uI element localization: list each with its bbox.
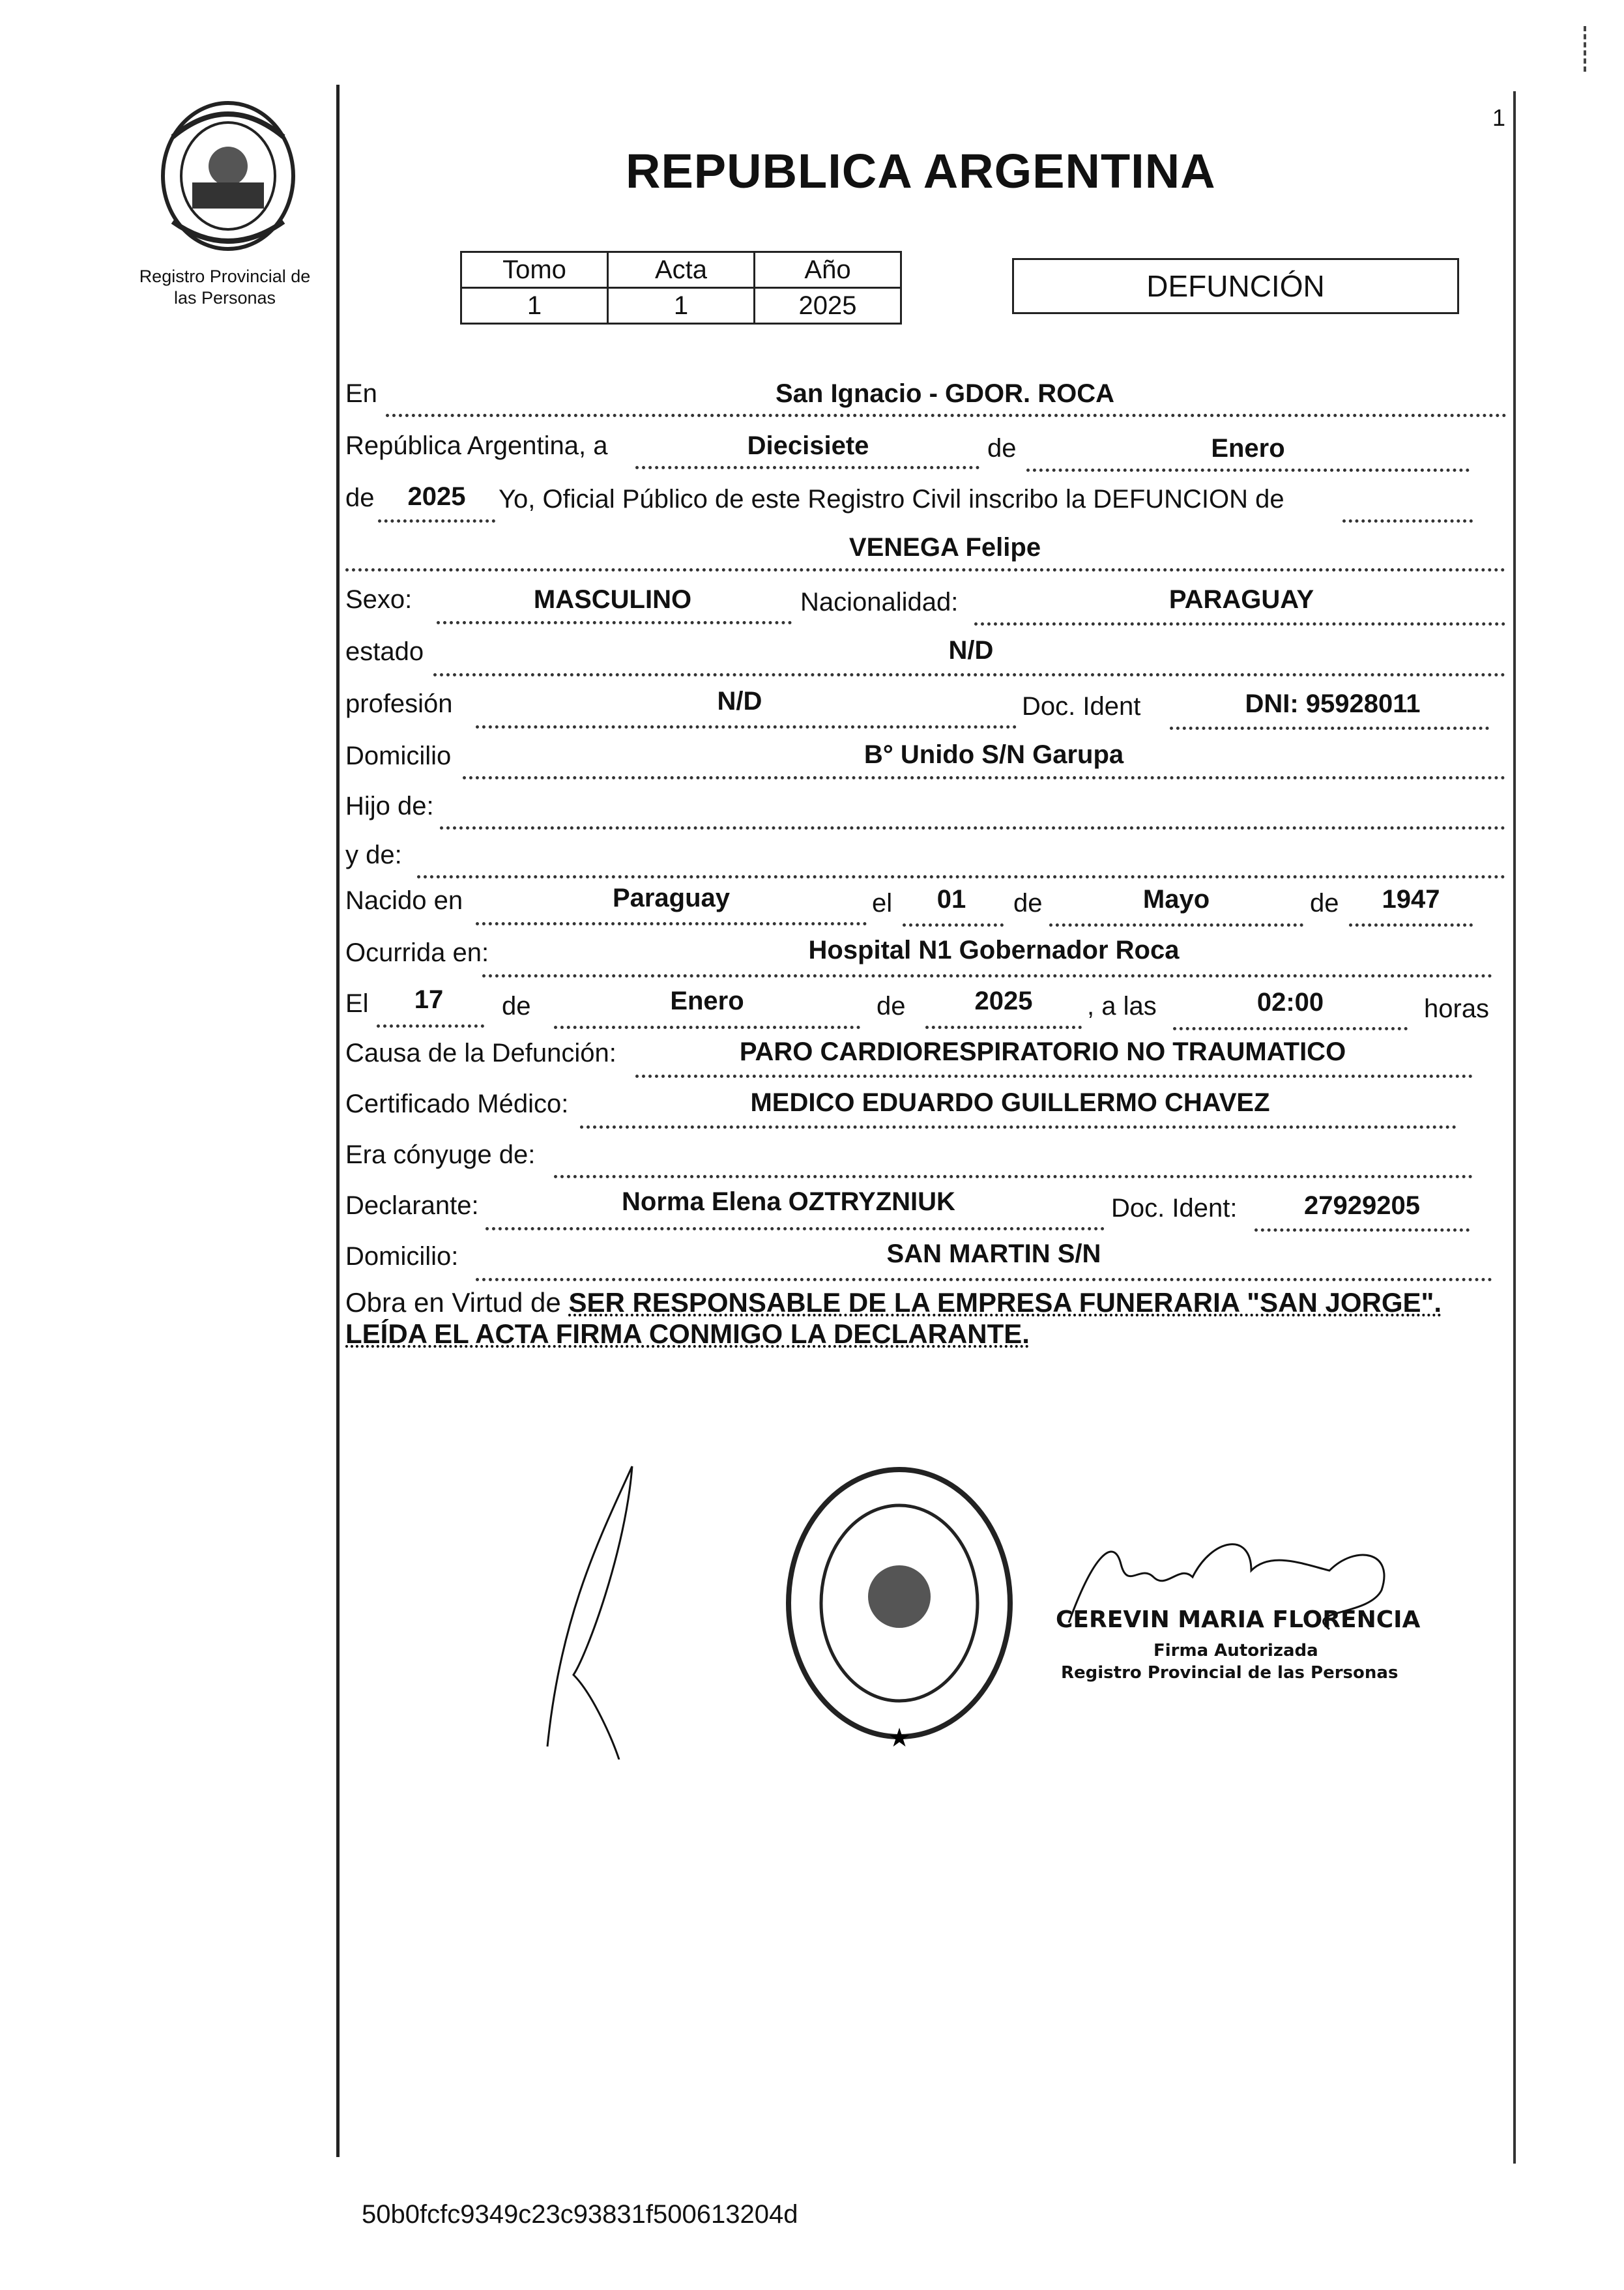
right-frame-line bbox=[1513, 91, 1516, 2164]
dotted-line bbox=[440, 826, 1505, 830]
obra-en-virtud-paragraph bbox=[345, 1287, 1505, 1350]
dotted-line bbox=[437, 621, 792, 624]
dotted-line bbox=[1026, 469, 1470, 472]
dotted-line bbox=[377, 1024, 484, 1028]
dotted-line bbox=[580, 1125, 1457, 1129]
declarant-doc-value: 27929205 bbox=[1304, 1191, 1420, 1220]
en-label: En bbox=[345, 379, 377, 408]
misiones-coat-of-arms-logo bbox=[153, 98, 303, 254]
ano-value: 2025 bbox=[755, 288, 901, 324]
horas-label: horas bbox=[1424, 994, 1490, 1023]
svg-text:★: ★ bbox=[888, 1723, 911, 1753]
el-label: el bbox=[872, 889, 893, 918]
acta-value: 1 bbox=[608, 288, 755, 324]
left-frame-line bbox=[336, 85, 340, 2157]
dotted-line bbox=[1173, 1027, 1408, 1030]
registry-table bbox=[460, 251, 902, 325]
dotted-line bbox=[554, 1175, 1473, 1178]
birth-month-value: Mayo bbox=[1142, 885, 1210, 914]
dotted-line bbox=[974, 622, 1505, 626]
birth-day-value: 01 bbox=[936, 885, 966, 914]
de-label: de bbox=[502, 992, 531, 1021]
org-line-2: las Personas bbox=[173, 288, 276, 308]
registration-year-value: 2025 bbox=[407, 482, 466, 511]
dotted-line bbox=[482, 974, 1492, 978]
registration-month-value: Enero bbox=[1211, 434, 1285, 463]
de-label: de bbox=[1310, 889, 1339, 918]
estado-value: N/D bbox=[948, 636, 994, 665]
declarante-label: Declarante: bbox=[345, 1191, 479, 1220]
dotted-line bbox=[345, 568, 1505, 572]
org-line-1: Registro Provincial de bbox=[139, 267, 311, 286]
tomo-value: 1 bbox=[461, 288, 608, 324]
dotted-line bbox=[925, 1026, 1082, 1029]
domicilio-value: B° Unido S/N Garupa bbox=[863, 740, 1124, 769]
death-month-value: Enero bbox=[670, 987, 744, 1015]
signer-org: Registro Provincial de las Personas bbox=[1061, 1663, 1399, 1683]
obra-label: Obra en Virtud de bbox=[345, 1287, 561, 1318]
signer-role: Firma Autorizada bbox=[1153, 1641, 1318, 1660]
de-label: de bbox=[345, 484, 375, 512]
dotted-line bbox=[433, 673, 1505, 676]
dotted-line bbox=[486, 1227, 1105, 1230]
dotted-line bbox=[417, 875, 1505, 878]
place-value: San Ignacio - GDOR. ROCA bbox=[775, 379, 1115, 408]
republica-label: República Argentina, a bbox=[345, 431, 608, 460]
death-time-value: 02:00 bbox=[1256, 988, 1324, 1017]
place-of-death-value: Hospital N1 Gobernador Roca bbox=[808, 936, 1180, 964]
page-title: REPUBLICA ARGENTINA bbox=[626, 144, 1216, 198]
dotted-line bbox=[635, 1075, 1473, 1078]
causa-label: Causa de la Defunción: bbox=[345, 1039, 616, 1067]
conyuge-label: Era cónyuge de: bbox=[345, 1140, 536, 1169]
declarant-signature bbox=[534, 1460, 652, 1760]
cause-of-death-value: PARO CARDIORESPIRATORIO NO TRAUMATICO bbox=[739, 1037, 1346, 1066]
de-label: de bbox=[877, 992, 906, 1021]
dotted-line bbox=[378, 519, 495, 523]
birthplace-value: Paraguay bbox=[612, 884, 731, 912]
dotted-line bbox=[554, 1026, 860, 1029]
nacido-en-label: Nacido en bbox=[345, 886, 463, 915]
doc-ident-value: DNI: 95928011 bbox=[1245, 689, 1421, 718]
domicilio-2-label: Domicilio: bbox=[345, 1242, 459, 1271]
tomo-header: Tomo bbox=[461, 252, 608, 288]
de-label: de bbox=[987, 434, 1017, 463]
de-label: de bbox=[1013, 889, 1043, 918]
registration-day-value: Diecisiete bbox=[747, 431, 869, 460]
edge-scan-mark bbox=[1584, 26, 1590, 72]
dotted-line bbox=[476, 922, 867, 925]
dotted-line bbox=[1254, 1228, 1470, 1232]
dotted-line bbox=[476, 1278, 1492, 1281]
ocurrida-en-label: Ocurrida en: bbox=[345, 938, 489, 967]
declarant-value: Norma Elena OZTRYZNIUK bbox=[622, 1187, 955, 1216]
declarant-address-value: SAN MARTIN S/N bbox=[886, 1239, 1101, 1268]
dotted-line bbox=[635, 466, 979, 469]
dotted-line bbox=[1049, 923, 1303, 927]
deceased-name-value: VENEGA Felipe bbox=[848, 533, 1041, 562]
el-label: El bbox=[345, 989, 369, 1018]
page-number: 1 bbox=[1492, 104, 1506, 131]
nacionalidad-label: Nacionalidad: bbox=[800, 588, 959, 616]
profesion-label: profesión bbox=[345, 689, 453, 718]
nacionalidad-value: PARAGUAY bbox=[1168, 585, 1314, 614]
dotted-line bbox=[463, 776, 1505, 779]
dotted-line bbox=[903, 923, 1004, 927]
document-hash: 50b0fcfc9349c23c93831f500613204d bbox=[362, 2200, 798, 2229]
domicilio-label: Domicilio bbox=[345, 742, 452, 770]
doc-ident-2-label: Doc. Ident: bbox=[1111, 1194, 1238, 1223]
death-year-value: 2025 bbox=[974, 987, 1033, 1015]
dotted-line bbox=[1342, 519, 1473, 523]
dotted-line bbox=[1170, 727, 1489, 730]
acta-header: Acta bbox=[608, 252, 755, 288]
certificado-label: Certificado Médico: bbox=[345, 1090, 569, 1118]
sexo-label: Sexo: bbox=[345, 585, 413, 614]
record-type-box: DEFUNCIÓN bbox=[1012, 258, 1459, 314]
dotted-line bbox=[386, 414, 1507, 417]
sexo-value: MASCULINO bbox=[533, 585, 692, 614]
ano-header: Año bbox=[755, 252, 901, 288]
hijo-de-label: Hijo de: bbox=[345, 792, 434, 820]
y-de-label: y de: bbox=[345, 841, 402, 869]
dotted-line bbox=[476, 725, 1017, 729]
medical-certificate-value: MEDICO EDUARDO GUILLERMO CHAVEZ bbox=[750, 1088, 1270, 1117]
a-las-label: , a las bbox=[1087, 992, 1157, 1021]
birth-year-value: 1947 bbox=[1382, 885, 1440, 914]
official-seal bbox=[776, 1460, 1023, 1760]
profesion-value: N/D bbox=[717, 687, 762, 716]
estado-label: estado bbox=[345, 637, 424, 666]
doc-ident-label: Doc. Ident bbox=[1022, 692, 1141, 721]
inscribo-text: Yo, Oficial Público de este Registro Civil inscribo la DEFUNCION de bbox=[499, 485, 1284, 514]
obra-text: SER RESPONSABLE DE LA EMPRESA FUNERARIA "SAN JORGE". LEÍDA EL ACTA FIRMA CONMIGO LA DECLARANTE. bbox=[345, 1287, 1442, 1349]
signer-name: CEREVIN MARIA FLORENCIA bbox=[1056, 1606, 1421, 1633]
registry-org-name bbox=[124, 266, 326, 309]
death-day-value: 17 bbox=[414, 985, 444, 1014]
dotted-line bbox=[1349, 923, 1473, 927]
